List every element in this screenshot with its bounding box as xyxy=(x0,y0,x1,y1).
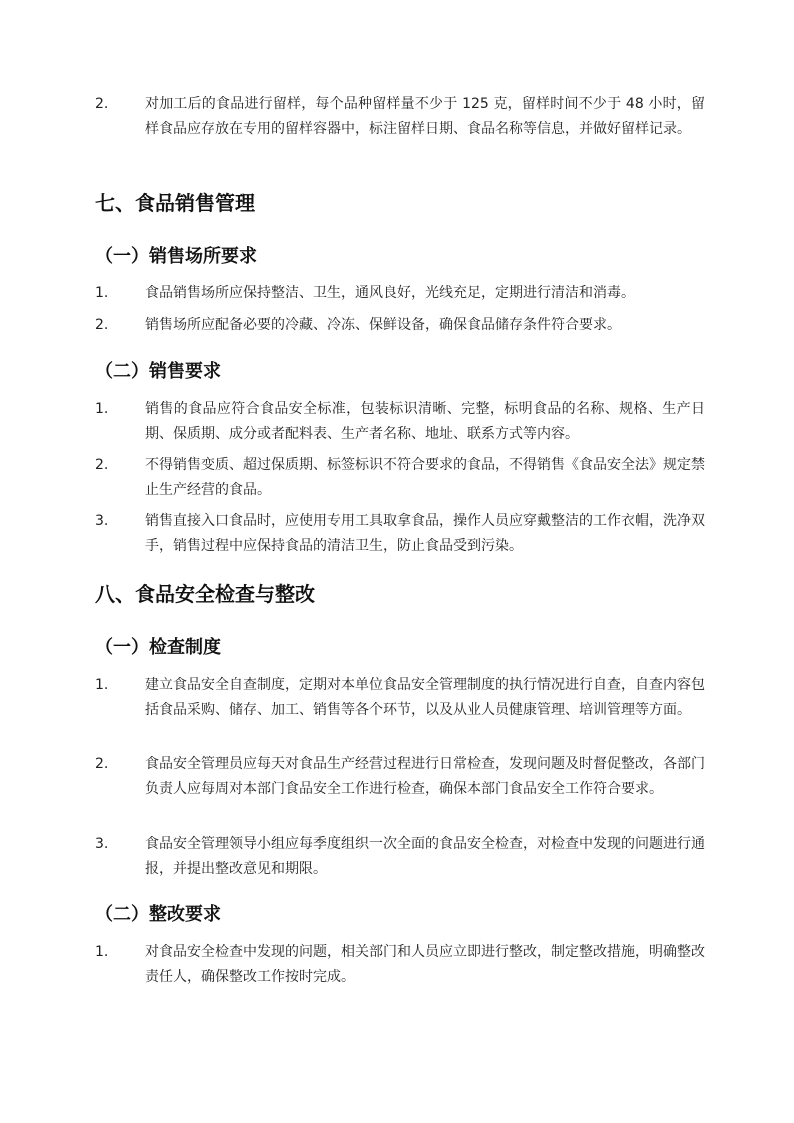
list-item-text: 对加工后的食品进行留样，每个品种留样量不少于 125 克，留样时间不少于 48 小时，留样食品应存放在专用的留样容器中，标注留样日期、食品名称等信息，并做好留样记录。 xyxy=(145,96,705,137)
list-item-number: 2. xyxy=(95,457,109,473)
subsection-heading-8-1: （一）检查制度 xyxy=(95,637,221,658)
list-item-text: 食品安全管理领导小组应每季度组织一次全面的食品安全检查，对检查中发现的问题进行通报，并提出整改意见和期限。 xyxy=(145,836,705,877)
list-item-text: 销售直接入口食品时，应使用专用工具取拿食品，操作人员应穿戴整洁的工作衣帽，洗净双手，销售过程中应保持食品的清洁卫生，防止食品受到污染。 xyxy=(145,513,705,554)
list-item-number: 1. xyxy=(95,677,109,693)
subsection-heading-8-2: （二）整改要求 xyxy=(95,904,221,925)
list-item-text: 食品销售场所应保持整洁、卫生，通风良好，光线充足，定期进行清洁和消毒。 xyxy=(145,285,635,301)
list-item-number: 2. xyxy=(95,96,109,112)
list-item-number: 2. xyxy=(95,756,109,772)
list-item-number: 1. xyxy=(95,401,109,417)
list-item-text: 食品安全管理员应每天对食品生产经营过程进行日常检查，发现问题及时督促整改，各部门负责人应每周对本部门食品安全工作进行检查，确保本部门食品安全工作符合要求。 xyxy=(145,756,705,797)
list-item-number: 1. xyxy=(95,285,109,301)
list-item-text: 建立食品安全自查制度，定期对本单位食品安全管理制度的执行情况进行自查，自查内容包括食品采购、储存、加工、销售等各个环节，以及从业人员健康管理、培训管理等方面。 xyxy=(145,677,705,718)
list-item-number: 1. xyxy=(95,944,109,960)
list-item-text: 不得销售变质、超过保质期、标签标识不符合要求的食品，不得销售《食品安全法》规定禁止生产经营的食品。 xyxy=(145,457,705,498)
section-heading-8: 八、食品安全检查与整改 xyxy=(95,582,315,606)
list-item-number: 3. xyxy=(95,836,109,852)
section-heading-7: 七、食品销售管理 xyxy=(95,191,255,215)
list-item-text: 销售的食品应符合食品安全标准，包装标识清晰、完整，标明食品的名称、规格、生产日期、保质期、成分或者配料表、生产者名称、地址、联系方式等内容。 xyxy=(145,401,705,442)
list-item-number: 3. xyxy=(95,513,109,529)
list-item-text: 对食品安全检查中发现的问题，相关部门和人员应立即进行整改，制定整改措施，明确整改责任人，确保整改工作按时完成。 xyxy=(145,944,705,985)
subsection-heading-7-1: （一）销售场所要求 xyxy=(95,246,257,267)
list-item-number: 2. xyxy=(95,317,109,333)
list-item-text: 销售场所应配备必要的冷藏、冷冻、保鲜设备，确保食品储存条件符合要求。 xyxy=(145,317,621,333)
subsection-heading-7-2: （二）销售要求 xyxy=(95,361,221,382)
